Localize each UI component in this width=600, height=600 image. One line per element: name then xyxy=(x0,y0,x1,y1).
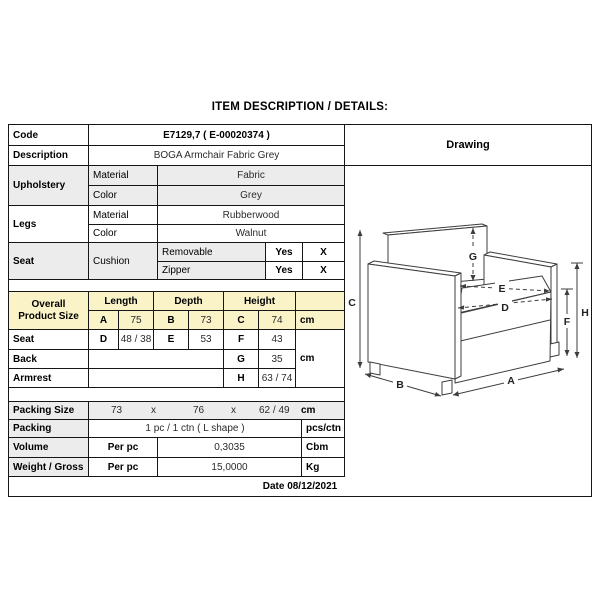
removable-mark: X xyxy=(320,246,327,258)
packing-size-x1: x xyxy=(151,405,156,416)
dim-e-label: E xyxy=(498,283,506,295)
cushion-label: Cushion xyxy=(89,243,158,279)
chair-left-leg xyxy=(370,362,380,375)
dim-e-key: E xyxy=(154,330,189,349)
upholstery-section xyxy=(9,166,344,206)
code-value: E7129,7 ( E-00020374 ) xyxy=(163,129,270,141)
dim-d-value: 48 / 38 xyxy=(119,330,154,349)
upholstery-material-label: Material xyxy=(89,166,158,185)
packing-label: Packing xyxy=(9,420,89,437)
armchair-drawing xyxy=(345,166,591,477)
seat-size-label: Seat xyxy=(9,330,89,349)
size-dimension-names-row xyxy=(89,292,344,311)
height-header: Height xyxy=(224,292,296,310)
dim-h-key: H xyxy=(224,369,259,387)
legs-material-label: Material xyxy=(89,206,158,224)
drawing-pane xyxy=(345,125,591,477)
removable-label: Removable xyxy=(158,243,266,261)
legs-subrows xyxy=(89,206,344,242)
dim-g-key: G xyxy=(224,350,259,368)
volume-value: 0,3035 xyxy=(158,438,302,457)
seat-label: Seat xyxy=(9,243,89,279)
dim-g-value: 35 xyxy=(259,350,296,368)
dim-a-key: A xyxy=(89,311,119,329)
chair-left-arm-front xyxy=(455,273,461,379)
spec-columns xyxy=(9,125,345,477)
dim-d-label: D xyxy=(501,302,509,314)
size-body-unit: cm xyxy=(300,353,315,364)
size-body-section xyxy=(9,330,344,388)
armrest-empty-cell xyxy=(89,369,224,387)
packing-size-v2: 76 xyxy=(193,405,205,416)
packing-size-label: Packing Size xyxy=(9,402,89,419)
details-table xyxy=(8,124,592,497)
dim-c-value: 74 xyxy=(259,311,296,329)
weight-value: 15,0000 xyxy=(158,458,302,476)
dim-g-label: G xyxy=(468,251,478,263)
dim-c-key: C xyxy=(224,311,259,329)
legs-material-row xyxy=(89,206,344,225)
table-main xyxy=(9,125,591,477)
volume-per: Per pc xyxy=(89,438,158,457)
chair-front-leg xyxy=(442,380,452,395)
packing-size-row xyxy=(9,402,344,420)
zipper-label: Zipper xyxy=(158,262,266,279)
overall-unit: cm xyxy=(296,311,344,329)
upholstery-label: Upholstery xyxy=(9,166,89,205)
packing-row xyxy=(9,420,344,438)
weight-unit: Kg xyxy=(306,461,320,473)
dim-c-label: C xyxy=(348,297,356,309)
seat-cushion-section xyxy=(9,243,344,280)
dim-b-label: B xyxy=(396,379,404,391)
dim-b-value: 73 xyxy=(189,311,224,329)
section-gap xyxy=(9,388,344,402)
weight-row xyxy=(9,458,344,477)
zipper-mark: X xyxy=(320,265,327,276)
upholstery-material-row xyxy=(89,166,344,186)
back-size-row xyxy=(9,350,296,369)
removable-value: Yes xyxy=(266,243,303,261)
upholstery-color-row xyxy=(89,186,344,205)
size-header-label: Overall Product Size xyxy=(9,292,89,329)
packing-size-v3: 62 / 49 xyxy=(259,405,290,416)
length-header: Length xyxy=(89,292,154,310)
upholstery-subrows xyxy=(89,166,344,205)
packing-size-values xyxy=(89,402,344,419)
zipper-value: Yes xyxy=(266,262,303,279)
dim-d-key: D xyxy=(89,330,119,349)
dim-e-value: 53 xyxy=(189,330,224,349)
packing-size-unit: cm xyxy=(301,405,316,416)
back-size-label: Back xyxy=(9,350,89,368)
weight-per: Per pc xyxy=(89,458,158,476)
size-header-section xyxy=(9,292,344,330)
size-header-subrows xyxy=(89,292,344,329)
chair-right-leg xyxy=(550,342,559,357)
dim-f-key: F xyxy=(224,330,259,349)
description-label: Description xyxy=(9,146,89,165)
seat-size-row xyxy=(9,330,296,350)
size-overall-values-row xyxy=(89,311,344,329)
upholstery-material-value: Fabric xyxy=(158,166,344,185)
dim-h-value: 63 / 74 xyxy=(259,369,296,387)
date-row: Date 08/12/2021 xyxy=(262,480,338,492)
volume-label: Volume xyxy=(9,438,89,457)
dim-f-value: 43 xyxy=(259,330,296,349)
drawing-area xyxy=(345,166,591,477)
page-title: ITEM DESCRIPTION / DETAILS: xyxy=(211,101,389,113)
dim-b-key: B xyxy=(154,311,189,329)
cushion-subrows xyxy=(158,243,344,279)
armrest-size-label: Armrest xyxy=(9,369,89,387)
legs-color-row xyxy=(89,225,344,242)
legs-section xyxy=(9,206,344,243)
volume-unit: Cbm xyxy=(306,442,329,453)
size-body-rows xyxy=(9,330,296,387)
legs-color-value: Walnut xyxy=(235,228,267,239)
section-gap xyxy=(9,280,344,292)
description-row xyxy=(9,146,344,166)
dim-h-label: H xyxy=(581,307,589,319)
dim-f-label: F xyxy=(563,316,571,328)
chair-right-arm-front xyxy=(551,264,557,347)
upholstery-color-label: Color xyxy=(89,186,158,205)
packing-size-v1: 73 xyxy=(111,405,123,416)
drawing-header: Drawing xyxy=(345,125,591,166)
code-row xyxy=(9,125,344,146)
upholstery-color-value: Grey xyxy=(158,186,344,205)
depth-header: Depth xyxy=(154,292,224,310)
back-empty-cell xyxy=(89,350,224,368)
armrest-size-row xyxy=(9,369,296,387)
dim-a-label: A xyxy=(507,375,515,387)
packing-size-x2: x xyxy=(231,405,236,416)
legs-color-label: Color xyxy=(89,225,158,242)
weight-label: Weight / Gross xyxy=(9,458,89,476)
code-label: Code xyxy=(9,125,89,145)
cushion-removable-row xyxy=(158,243,344,262)
volume-row xyxy=(9,438,344,458)
packing-unit: pcs/ctn xyxy=(306,423,342,434)
legs-label: Legs xyxy=(9,206,89,242)
legs-material-value: Rubberwood xyxy=(222,209,280,221)
chair-left-arm-outer xyxy=(368,264,455,379)
description-value: BOGA Armchair Fabric Grey xyxy=(153,150,280,161)
cushion-zipper-row xyxy=(158,262,344,279)
dim-a-value: 75 xyxy=(119,311,154,329)
packing-value: 1 pc / 1 ctn ( L shape ) xyxy=(89,420,302,437)
size-header-empty-cell xyxy=(296,292,344,310)
